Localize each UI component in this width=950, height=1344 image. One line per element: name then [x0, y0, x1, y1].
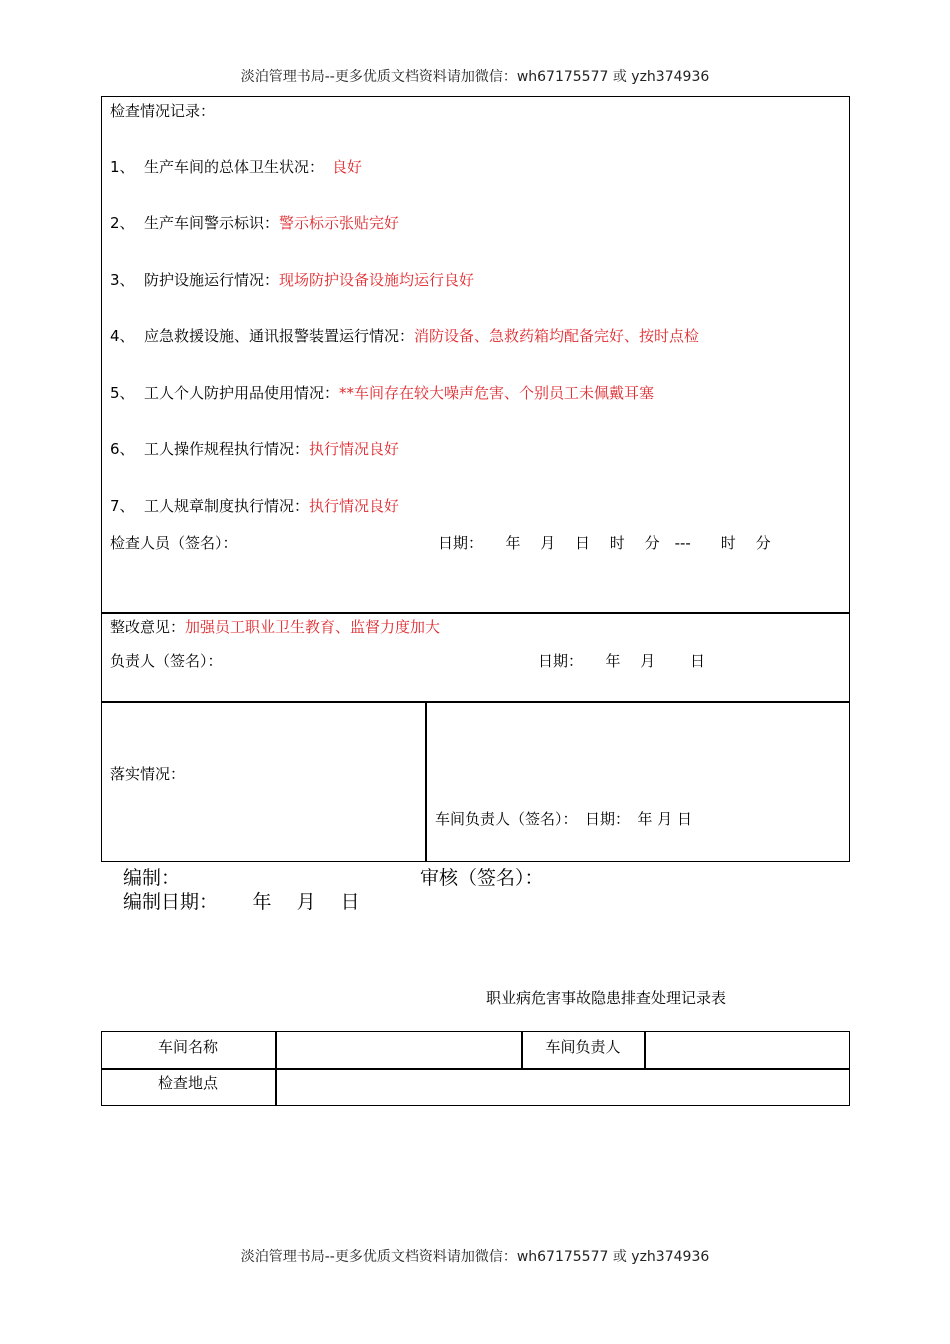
second-form-col-divider-3 [644, 1031, 646, 1068]
inspection-item-7 [110, 495, 399, 516]
item-number: 2、 [110, 214, 135, 232]
implementation-label: 落实情况： [110, 765, 186, 783]
inspection-title: 检查情况记录： [110, 102, 216, 120]
workshop-name-label: 车间名称 [157, 1038, 218, 1056]
rectification-value: 加强员工职业卫生教育、监督力度加大 [185, 618, 441, 636]
divider-rectification [101, 701, 850, 703]
workshop-head-signature: 车间负责人（签名）： 日期： 年 月 日 [435, 810, 693, 828]
inspection-item-1 [110, 156, 362, 177]
inspection-item-3 [110, 269, 474, 290]
item-value: 消防设备、急救药箱均配备完好、按时点检 [414, 327, 700, 345]
rectification-opinion [110, 616, 440, 637]
item-value: 执行情况良好 [309, 497, 400, 515]
footer-watermark: 淡泊管理书局--更多优质文档资料请加微信：wh67175577 或 yzh374936 [240, 1249, 710, 1265]
inspection-item-2 [110, 212, 399, 233]
workshop-head-label: 车间负责人 [545, 1038, 621, 1056]
item-label: 应急救援设施、通讯报警装置运行情况： [144, 327, 415, 345]
inspection-form [101, 96, 850, 862]
item-value: 现场防护设备设施均运行良好 [279, 271, 475, 289]
responsible-signature-label: 负责人（签名）： [110, 652, 223, 670]
inspector-signature-label: 检查人员（签名）： [110, 534, 238, 552]
inspection-item-4 [110, 325, 699, 346]
item-label: 工人规章制度执行情况： [144, 497, 310, 515]
rectification-date-label: 日期： 年 月 日 [538, 652, 706, 670]
item-label: 生产车间警示标识： [144, 214, 280, 232]
second-form-title: 职业病危害事故隐患排查处理记录表 [486, 989, 727, 1007]
compiled-by-label: 编制： [123, 867, 181, 889]
rectification-label: 整改意见： [110, 618, 186, 636]
item-value: 执行情况良好 [309, 440, 400, 458]
item-number: 1、 [110, 158, 135, 176]
inspection-date-label: 日期： 年 月 日 时 分 --- 时 分 [438, 534, 771, 552]
divider-implementation [425, 701, 427, 862]
item-number: 6、 [110, 440, 135, 458]
second-form-col-divider-1 [275, 1031, 277, 1106]
item-label: 防护设施运行情况： [144, 271, 280, 289]
item-number: 5、 [110, 384, 135, 402]
inspection-item-5 [110, 382, 654, 403]
item-value: 警示标示张贴完好 [279, 214, 400, 232]
reviewed-by-label: 审核（签名）： [420, 867, 544, 889]
item-value: 良好 [332, 158, 363, 176]
inspection-item-6 [110, 438, 399, 459]
item-value: **车间存在较大噪声危害、个别员工未佩戴耳塞 [339, 384, 655, 402]
item-label: 工人个人防护用品使用情况： [144, 384, 340, 402]
item-number: 4、 [110, 327, 135, 345]
header-watermark: 淡泊管理书局--更多优质文档资料请加微信：wh67175577 或 yzh374936 [240, 69, 710, 85]
second-form-row-divider [101, 1068, 850, 1070]
item-label: 工人操作规程执行情况： [144, 440, 310, 458]
item-label: 生产车间的总体卫生状况： [144, 158, 325, 176]
inspection-location-label: 检查地点 [157, 1074, 218, 1092]
item-number: 3、 [110, 271, 135, 289]
item-number: 7、 [110, 497, 135, 515]
divider-inspection [101, 612, 850, 614]
compiled-date-label: 编制日期： 年 月 日 [123, 891, 360, 913]
